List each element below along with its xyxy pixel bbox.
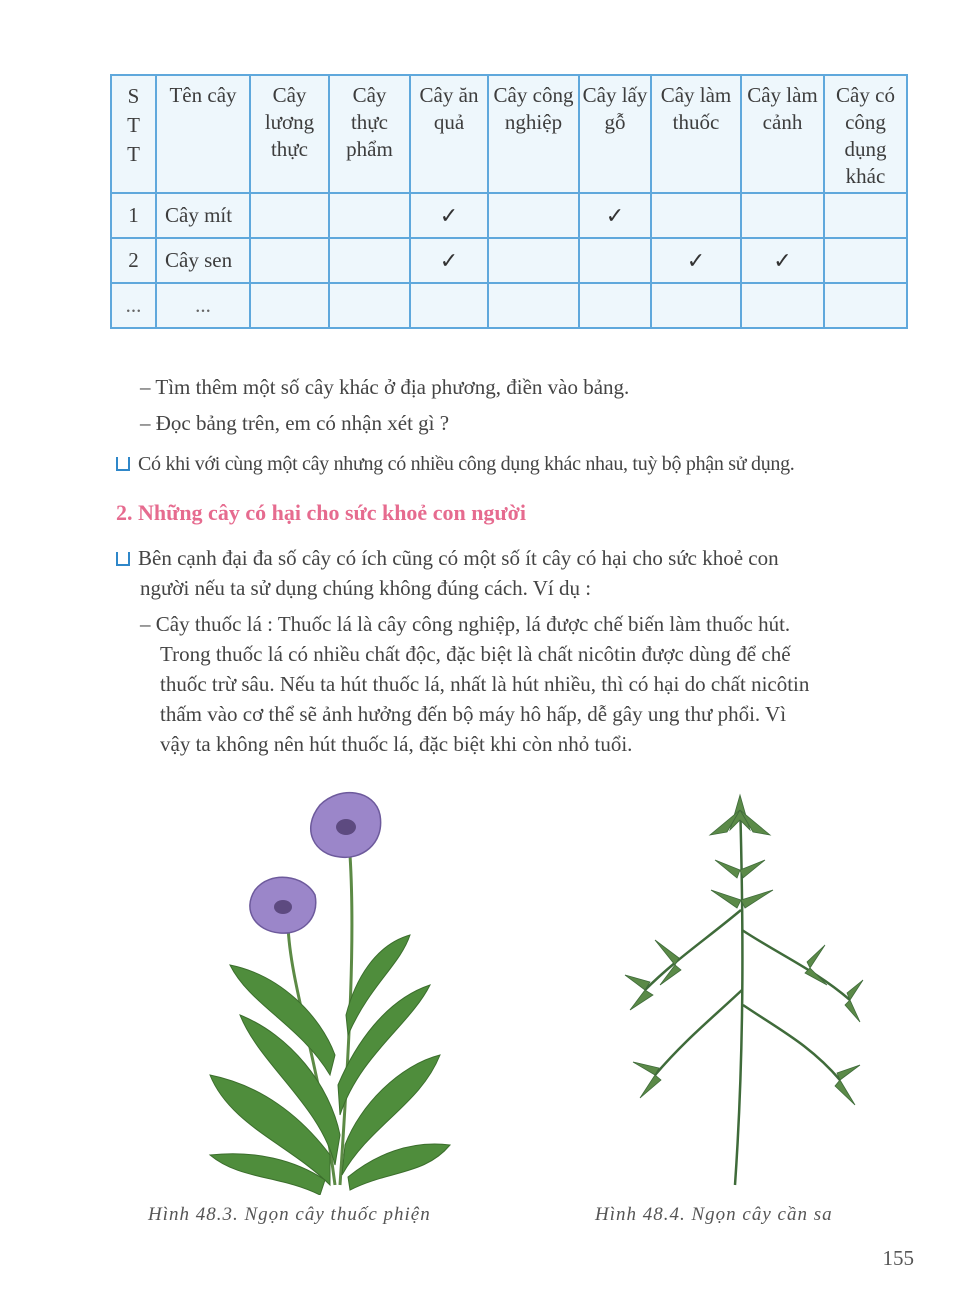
header-medicinal: Cây làm thuốc xyxy=(651,75,741,193)
example-line: vậy ta không nên hút thuốc lá, đặc biệt khi còn nhỏ tuổi. xyxy=(160,732,633,756)
table-cell xyxy=(488,193,579,238)
table-cell: ... xyxy=(156,283,250,328)
table-row xyxy=(111,193,907,238)
note-bullet-icon xyxy=(116,552,130,566)
table-cell xyxy=(651,283,741,328)
note-text: Có khi với cùng một cây nhưng có nhiều công dụng khác nhau, tuỳ bộ phận sử dụng. xyxy=(138,453,795,475)
note-paragraph xyxy=(116,449,795,479)
table-cell xyxy=(329,238,410,283)
check-mark: ✓ xyxy=(741,238,824,283)
table-cell xyxy=(579,283,651,328)
header-food-crop: Cây lương thực xyxy=(250,75,329,193)
example-line: Trong thuốc lá có nhiều chất độc, đặc biệt là chất nicôtin được dùng để chế xyxy=(160,642,791,666)
table-header-row xyxy=(111,75,907,193)
table-cell: 1 xyxy=(111,193,156,238)
header-plant-name: Tên cây xyxy=(156,75,250,193)
table-cell xyxy=(250,238,329,283)
table-cell xyxy=(824,238,907,283)
header-fruit: Cây ăn quả xyxy=(410,75,488,193)
header-other-use: Cây có công dụng khác xyxy=(824,75,907,193)
example-line: – Cây thuốc lá : Thuốc lá là cây công nghiệp, lá được chế biến làm thuốc hút. xyxy=(140,612,791,636)
header-ornamental: Cây làm cảnh xyxy=(741,75,824,193)
table-cell xyxy=(250,283,329,328)
check-mark: ✓ xyxy=(410,238,488,283)
intro-line xyxy=(116,543,779,573)
section-title: 2. Những cây có hại cho sức khoẻ con người xyxy=(116,500,526,525)
table-cell xyxy=(824,193,907,238)
header-timber: Cây lấy gỗ xyxy=(579,75,651,193)
note-bullet-icon xyxy=(116,457,130,471)
table-cell: 2 xyxy=(111,238,156,283)
task-find-plants: – Tìm thêm một số cây khác ở địa phương, điền vào bảng. xyxy=(140,375,630,399)
table-cell xyxy=(651,193,741,238)
check-mark: ✓ xyxy=(651,238,741,283)
header-vegetable: Cây thực phẩm xyxy=(329,75,410,193)
table-row xyxy=(111,283,907,328)
table-cell xyxy=(741,283,824,328)
table-cell xyxy=(741,193,824,238)
cannabis-plant-illustration xyxy=(615,790,865,1190)
table-cell xyxy=(824,283,907,328)
plant-use-table xyxy=(110,74,908,329)
table-cell: Cây mít xyxy=(156,193,250,238)
table-cell xyxy=(488,238,579,283)
page-number: 155 xyxy=(882,1246,914,1270)
header-stt: S T T xyxy=(111,75,156,193)
check-mark: ✓ xyxy=(410,193,488,238)
table-cell: ... xyxy=(111,283,156,328)
table-cell xyxy=(329,193,410,238)
example-line: thuốc trừ sâu. Nếu ta hút thuốc lá, nhất là hút nhiều, thì có hại do chất nicôtin xyxy=(160,672,810,696)
task-read-table: – Đọc bảng trên, em có nhận xét gì ? xyxy=(140,411,450,435)
figure-caption: Hình 48.3. Ngọn cây thuốc phiện xyxy=(148,1204,431,1225)
figure-caption: Hình 48.4. Ngọn cây cần sa xyxy=(595,1204,833,1225)
table-cell xyxy=(250,193,329,238)
table-cell xyxy=(488,283,579,328)
table-cell: Cây sen xyxy=(156,238,250,283)
table-cell xyxy=(410,283,488,328)
header-industrial: Cây công nghiệp xyxy=(488,75,579,193)
poppy-plant-illustration xyxy=(170,785,460,1195)
table-cell xyxy=(329,283,410,328)
intro-line: người nếu ta sử dụng chúng không đúng cách. Ví dụ : xyxy=(140,576,592,600)
table-cell xyxy=(579,238,651,283)
check-mark: ✓ xyxy=(579,193,651,238)
intro-text: Bên cạnh đại đa số cây có ích cũng có một số ít cây có hại cho sức khoẻ con xyxy=(138,546,779,570)
example-line: thấm vào cơ thể sẽ ảnh hưởng đến bộ máy hô hấp, dễ gây ung thư phổi. Vì xyxy=(160,702,787,726)
table-row xyxy=(111,238,907,283)
